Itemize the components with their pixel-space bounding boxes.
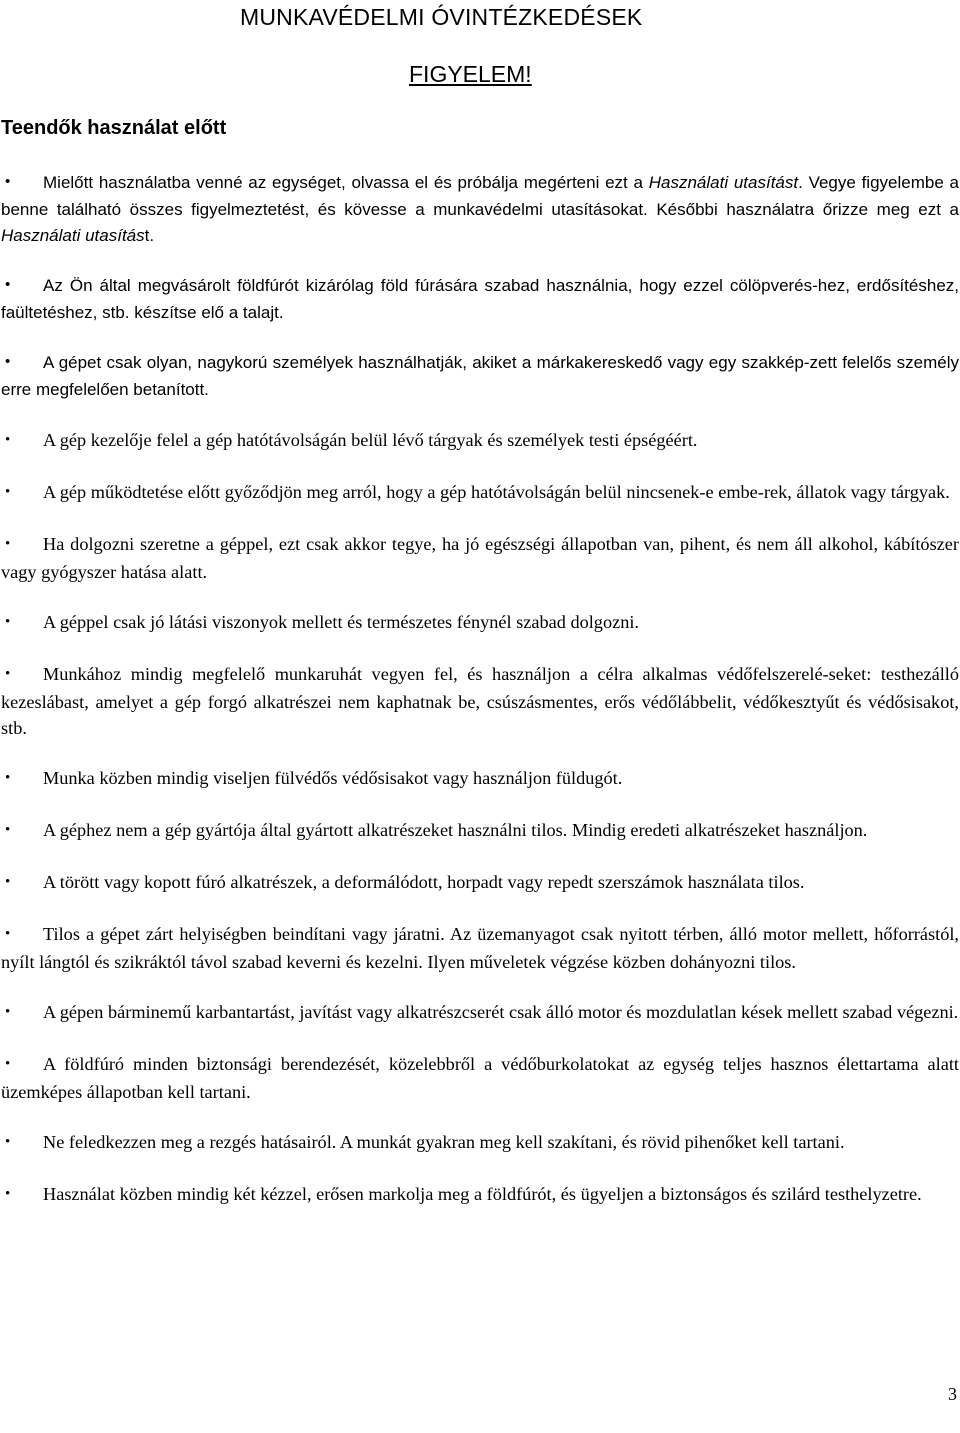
list-item [1, 609, 959, 637]
list-item [1, 1129, 959, 1157]
bullet-icon [1, 765, 43, 793]
list-item [1, 661, 959, 741]
list-item-text: A gép kezelője felel a gép hatótávolságán belül lévő tárgyak és személyek testi épségéért. [43, 430, 698, 450]
list-item-text: Ne feledkezzen meg a rezgés hatásairól. A munkát gyakran meg kell szakítani, és rövid pihenőket kell tartani. [43, 1132, 845, 1152]
list-item [1, 170, 959, 249]
safety-instructions-list [1, 170, 959, 1233]
list-item [1, 427, 959, 455]
section-heading: Teendők használat előtt [1, 117, 227, 139]
bullet-icon [1, 661, 43, 689]
list-item-text: Használati utasítás [1, 226, 145, 245]
bullet-icon [1, 921, 43, 949]
list-item-text: A géppel csak jó látási viszonyok mellett és természetes fénynél szabad dolgozni. [43, 612, 639, 632]
list-item [1, 869, 959, 897]
page-title: MUNKAVÉDELMI ÓVINTÉZKEDÉSEK [240, 4, 643, 30]
bullet-icon [1, 350, 43, 377]
list-item [1, 350, 959, 403]
list-item [1, 1051, 959, 1105]
list-item-text: A törött vagy kopott fúró alkatrészek, a deformálódott, horpadt vagy repedt szerszámok használata tilos. [43, 872, 805, 892]
bullet-icon [1, 1051, 43, 1079]
bullet-icon [1, 531, 43, 559]
list-item-text: Munkához mindig megfelelő munkaruhát vegyen fel, és használjon a célra alkalmas védőfelszerelé-seket: testhezálló kezeslábast, amelyet a gép forgó alkatrészei nem kaphatnak be, csúszásmentes, erős védőlábbelit, védőkesztyűt és védősisakot, stb. [1, 664, 959, 738]
bullet-icon [1, 1181, 43, 1209]
bullet-icon [1, 869, 43, 897]
list-item [1, 999, 959, 1027]
list-item [1, 765, 959, 793]
bullet-icon [1, 427, 43, 455]
list-item [1, 817, 959, 845]
warning-subtitle: FIGYELEM! [409, 61, 532, 87]
list-item-text: Az Ön által megvásárolt földfúrót kizárólag föld fúrására szabad használnia, hogy ezzel cölöpverés-hez, erdősítéshez, faültetéshez, stb. készítse elő a talajt. [1, 276, 959, 322]
list-item [1, 479, 959, 507]
page-number: 3 [948, 1384, 957, 1404]
bullet-icon [1, 479, 43, 507]
list-item-text: Tilos a gépet zárt helyiségben beindítani vagy járatni. Az üzemanyagot csak nyitott térben, álló motor mellett, hőforrástól, nyílt lángtól és szikráktól távol szabad keverni és kezelni. Ilyen műveletek végzése közben dohányozni tilos. [1, 924, 959, 972]
list-item-text: t. [144, 226, 155, 245]
list-item [1, 921, 959, 975]
list-item-text: . Vegye figyelembe a benne található összes figyelmeztetést, és kövesse a munkavédelmi utasításokat. Későbbi használatra őrizze meg ezt a [1, 173, 959, 219]
list-item-text: A gépen bárminemű karbantartást, javítást vagy alkatrészcserét csak álló motor és mozdulatlan kések mellett szabad végezni. [43, 1002, 959, 1022]
list-item [1, 531, 959, 585]
list-item-text: A géphez nem a gép gyártója által gyártott alkatrészeket használni tilos. Mindig eredeti alkatrészeket használjon. [43, 820, 868, 840]
list-item-text: Használat közben mindig két kézzel, erősen markolja meg a földfúrót, és ügyeljen a biztonságos és szilárd testhelyzetre. [43, 1184, 922, 1204]
list-item-text: Ha dolgozni szeretne a géppel, ezt csak akkor tegye, ha jó egészségi állapotban van, pihent, és nem áll alkohol, kábítószer vagy gyógyszer hatása alatt. [1, 534, 959, 582]
bullet-icon [1, 609, 43, 637]
bullet-icon [1, 170, 43, 197]
list-item-text: A gép működtetése előtt győződjön meg arról, hogy a gép hatótávolságán belül nincsenek-e embe-rek, állatok vagy tárgyak. [43, 482, 950, 502]
list-item-text: Munka közben mindig viseljen fülvédős védősisakot vagy használjon füldugót. [43, 768, 623, 788]
list-item [1, 273, 959, 326]
bullet-icon [1, 817, 43, 845]
list-item-text: A földfúró minden biztonsági berendezését, közelebbről a védőburkolatokat az egység teljes hasznos élettartama alatt üzemképes állapotban kell tartani. [1, 1054, 959, 1102]
list-item-text: Mielőtt használatba venné az egységet, olvassa el és próbálja megérteni ezt a [43, 173, 649, 192]
bullet-icon [1, 1129, 43, 1157]
list-item-text: A gépet csak olyan, nagykorú személyek használhatják, akiket a márkakereskedő vagy egy szakkép-zett felelős személy erre megfelelően betanított. [1, 353, 959, 399]
list-item [1, 1181, 959, 1209]
bullet-icon [1, 273, 43, 300]
bullet-icon [1, 999, 43, 1027]
list-item-text: Használati utasítást [648, 173, 799, 192]
